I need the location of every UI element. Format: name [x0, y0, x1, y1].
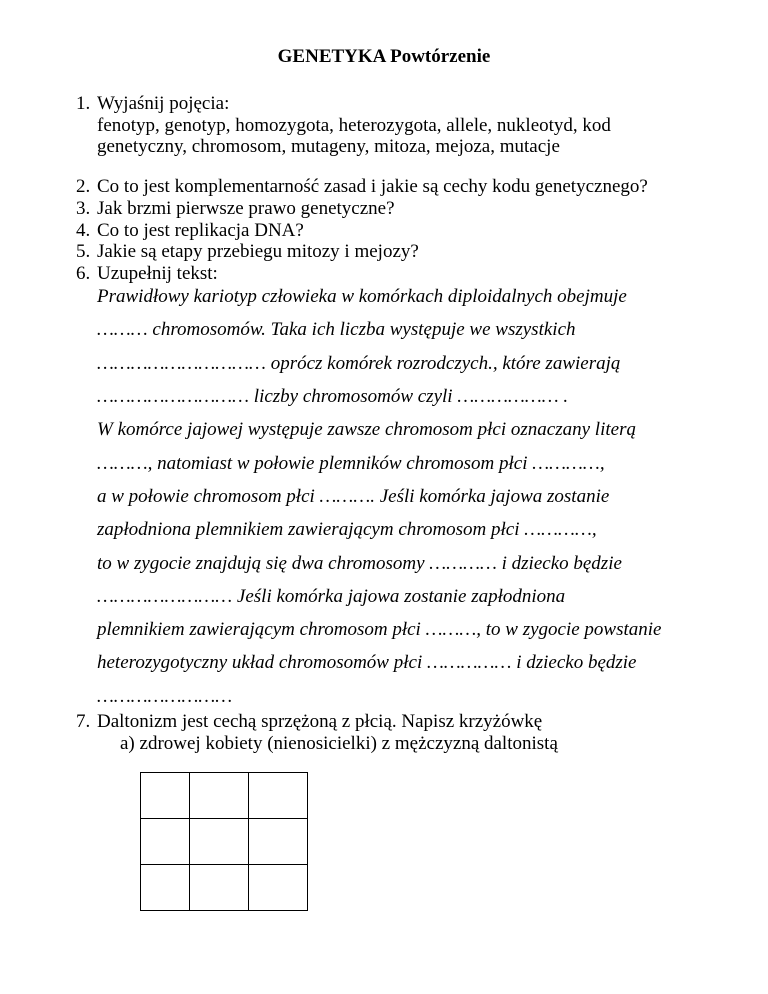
question-2-text: Co to jest komplementarność zasad i jakie są cechy kodu genetycznego? [97, 176, 648, 197]
fill-text-line: ……………………… liczby chromosomów czyli ……………… . [97, 386, 569, 407]
question-6-number: 6. [76, 263, 91, 284]
question-4-number: 4. [76, 220, 91, 241]
grid-cell [190, 819, 249, 865]
question-1-terms-line-2: genetyczny, chromosom, mutageny, mitoza, mejoza, mutacje [97, 136, 560, 157]
question-7-number: 7. [76, 711, 91, 732]
question-1-number: 1. [76, 93, 91, 114]
grid-row [141, 865, 308, 911]
grid-row [141, 773, 308, 819]
question-6-text: Uzupełnij tekst: [97, 263, 218, 284]
question-2-number: 2. [76, 176, 91, 197]
question-5-number: 5. [76, 241, 91, 262]
grid-row [141, 819, 308, 865]
grid-cell [141, 865, 190, 911]
grid-cell [249, 773, 308, 819]
fill-text-line: plemnikiem zawierającym chromosom płci ………, to w zygocie powstanie [97, 619, 662, 640]
grid-cell [141, 773, 190, 819]
fill-text-line: zapłodniona plemnikiem zawierającym chromosom płci …………, [97, 519, 597, 540]
grid-cell [249, 819, 308, 865]
question-1-terms-line-1: fenotyp, genotyp, homozygota, heterozygota, allele, nukleotyd, kod [97, 115, 611, 136]
question-5-text: Jakie są etapy przebiegu mitozy i mejozy? [97, 241, 419, 262]
question-1-text: Wyjaśnij pojęcia: [97, 93, 230, 114]
fill-text-line: …………………… Jeśli komórka jajowa zostanie zapłodniona [97, 586, 566, 607]
page-title: GENETYKA Powtórzenie [277, 46, 491, 67]
question-7a-text: a) zdrowej kobiety (nienosicielki) z mężczyzną daltonistą [120, 733, 558, 754]
fill-text-line: Prawidłowy kariotyp człowieka w komórkach diploidalnych obejmuje [97, 286, 627, 307]
question-3-number: 3. [76, 198, 91, 219]
fill-text-line: a w połowie chromosom płci ………. Jeśli komórka jajowa zostanie [97, 486, 610, 507]
question-7-text: Daltonizm jest cechą sprzężoną z płcią. Napisz krzyżówkę [97, 711, 543, 732]
fill-text-line: W komórce jajowej występuje zawsze chromosom płci oznaczany literą [97, 419, 636, 440]
fill-text-line: to w zygocie znajdują się dwa chromosomy ………… i dziecko będzie [97, 553, 622, 574]
punnett-square-grid [140, 772, 308, 911]
grid-cell [190, 773, 249, 819]
question-4-text: Co to jest replikacja DNA? [97, 220, 304, 241]
fill-text-line: ………, natomiast w połowie plemników chromosom płci …………, [97, 453, 605, 474]
question-3-text: Jak brzmi pierwsze prawo genetyczne? [97, 198, 395, 219]
fill-text-line: heterozygotyczny układ chromosomów płci …………… i dziecko będzie [97, 652, 637, 673]
grid-cell [141, 819, 190, 865]
fill-text-line: ………………………… oprócz komórek rozrodczych., które zawierają [97, 353, 621, 374]
fill-text-line: …………………… [97, 686, 233, 707]
grid-cell [190, 865, 249, 911]
grid-cell [249, 865, 308, 911]
fill-text-line: ……… chromosomów. Taka ich liczba występuje we wszystkich [97, 319, 576, 340]
